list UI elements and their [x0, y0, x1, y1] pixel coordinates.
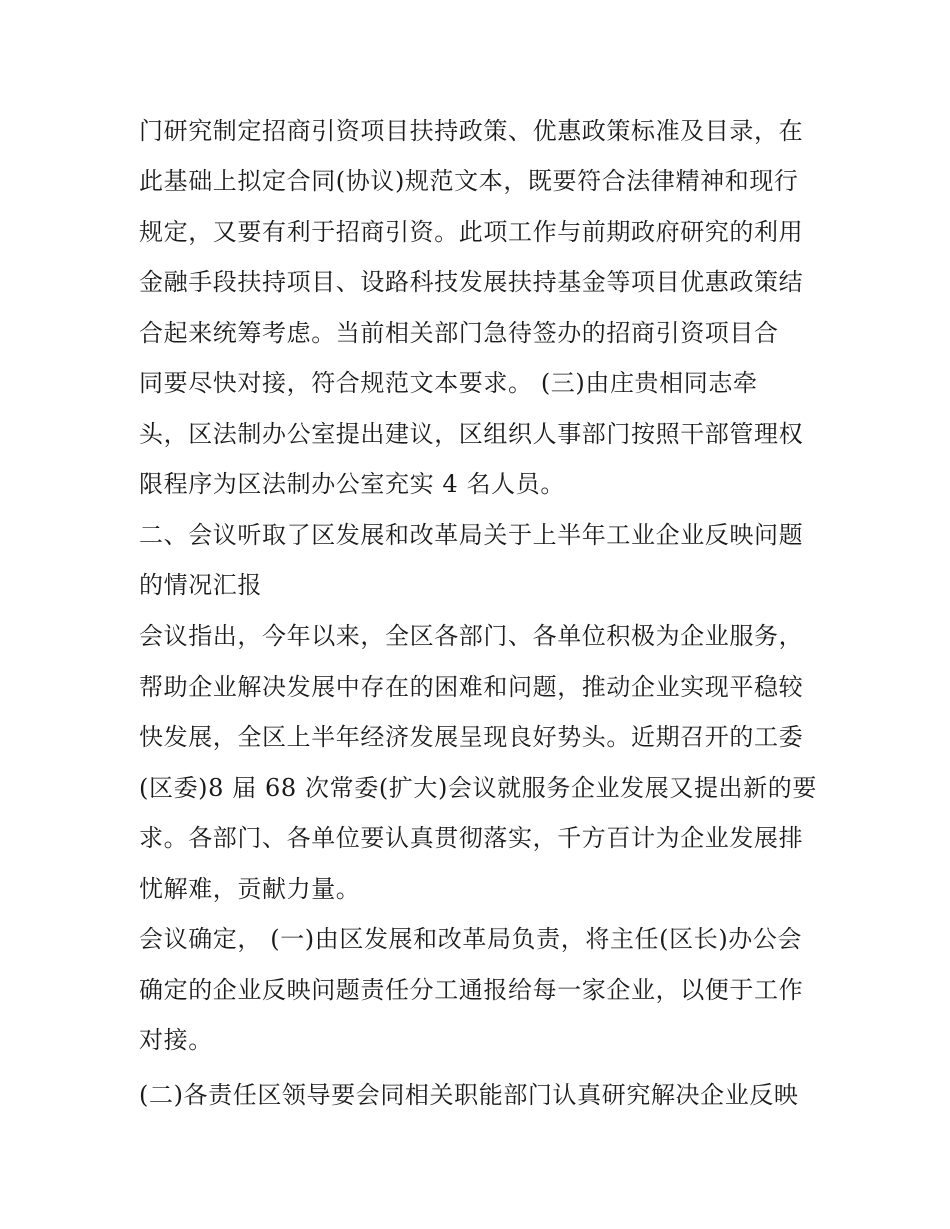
paragraph-line: 合起来统筹考虑。当前相关部门急待签办的招商引资项目合 — [139, 319, 779, 347]
paragraph-line: 门研究制定招商引资项目扶持政策、优惠政策标准及目录，在 — [139, 117, 804, 145]
paragraph-line: 快发展，全区上半年经济发展呈现良好势头。近期召开的工委 — [139, 723, 804, 751]
paragraph-line: 此基础上拟定合同(协议)规范文本，既要符合法律精神和现行 — [139, 167, 799, 195]
paragraph-line: 金融手段扶持项目、设路科技发展扶持基金等项目优惠政策结 — [139, 268, 804, 296]
paragraph-line: 会议指出，今年以来，全区各部门、各单位积极为企业服务， — [139, 622, 804, 650]
paragraph-line: 帮助企业解决发展中存在的困难和问题，推动企业实现平稳较 — [139, 673, 804, 701]
paragraph-line: 规定，又要有利于招商引资。此项工作与前期政府研究的利用 — [139, 218, 804, 246]
paragraph-line: 头，区法制办公室提出建议，区组织人事部门按照干部管理权 — [139, 420, 804, 448]
paragraph-line: (二)各责任区领导要会同相关职能部门认真研究解决企业反映 — [139, 1081, 799, 1109]
paragraph-line: 忧解难，贡献力量。 — [139, 875, 361, 903]
paragraph-line: 对接。 — [139, 1026, 213, 1054]
paragraph-line: 确定的企业反映问题责任分工通报给每一家企业，以便于工作 — [139, 976, 804, 1004]
paragraph-line: 会议确定， (一)由区发展和改革局负责，将主任(区长)办公会 — [139, 925, 803, 953]
section-heading-line: 二、会议听取了区发展和改革局关于上半年工业企业反映问题 — [139, 521, 804, 549]
section-heading-line: 的情况汇报 — [139, 571, 262, 599]
paragraph-line: 限程序为区法制办公室充实 4 名人员。 — [139, 470, 565, 498]
paragraph-line: 同要尽快对接，符合规范文本要求。 (三)由庄贵相同志牵 — [139, 369, 758, 397]
paragraph-line: 求。各部门、各单位要认真贯彻落实，千方百计为企业发展排 — [139, 824, 804, 852]
paragraph-line: (区委)8 届 68 次常委(扩大)会议就服务企业发展又提出新的要 — [139, 774, 817, 802]
